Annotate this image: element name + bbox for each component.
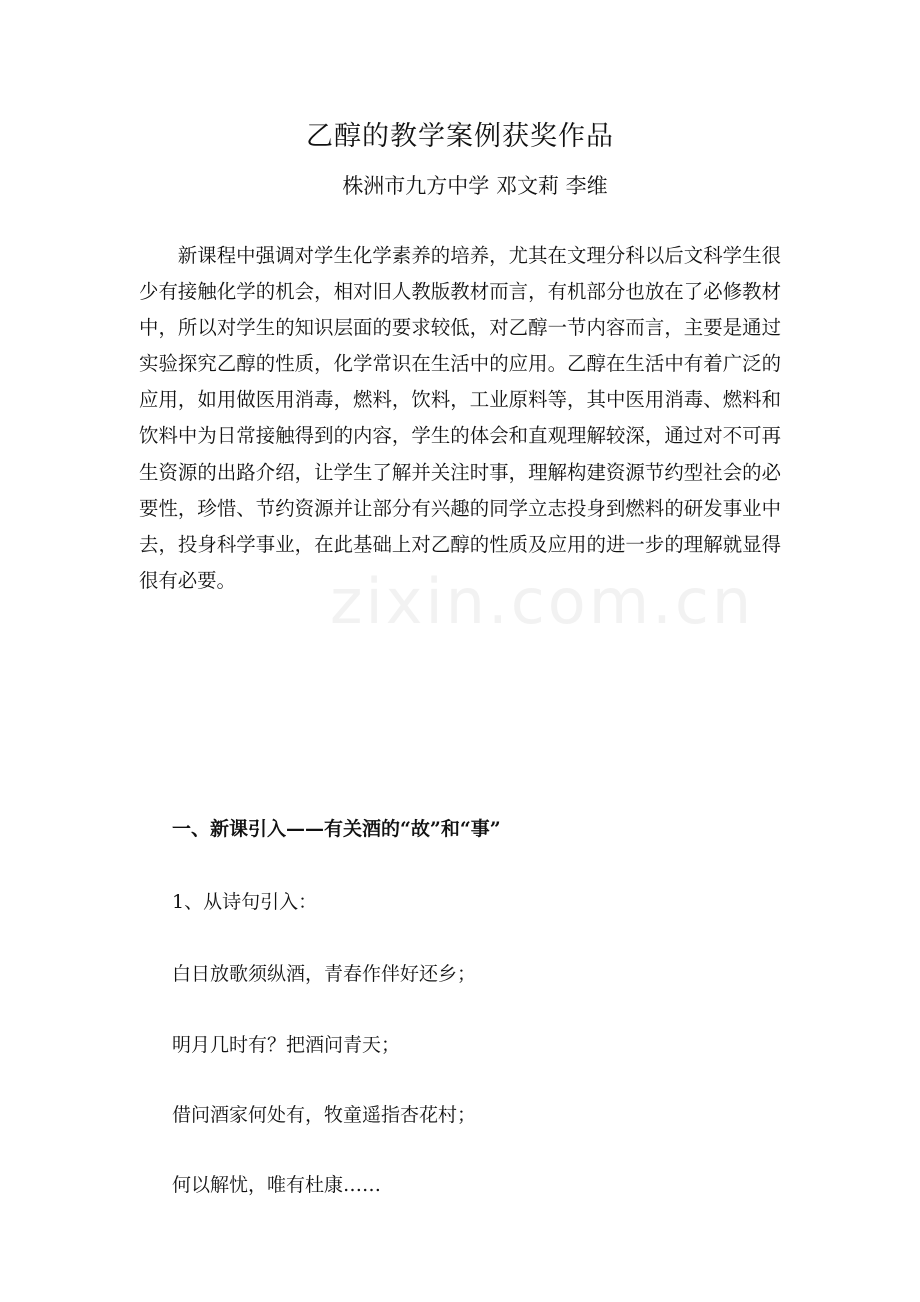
watermark-text: zixin.com.cn — [330, 565, 755, 638]
document-title: 乙醇的教学案例获奖作品 — [306, 121, 614, 152]
poem-line-4: 何以解忧，唯有杜康…… — [172, 1174, 382, 1196]
intro-paragraph: 新课程中强调对学生化学素养的培养，尤其在文理分科以后文科学生很少有接触化学的机会，相对旧人教版教材而言，有机部分也放在了必修教材中，所以对学生的知识层面的要求较低，对乙醇一节内容而言，主要是通过实验探究乙醇的性质，化学常识在生活中的应用。乙醇在生活中有着广泛的应用，如用做医用消毒，燃料，饮料，工业原料等，其中医用消毒、燃料和饮料中为日常接触得到的内容，学生的体会和直观理解较深，通过对不可再生资源的出路介绍，让学生了解并关注时事，理解构建资源节约型社会的必要性，珍惜、节约资源并让部分有兴趣的同学立志投身到燃料的研发事业中去，投身科学事业，在此基础上对乙醇的性质及应用的进一步的理解就显得很有必要。 — [139, 244, 781, 592]
poem-line-2: 明月几时有？把酒问青天； — [172, 1034, 401, 1056]
poem-line-1: 白日放歌须纵酒，青春作伴好还乡； — [172, 963, 477, 985]
sub-item-heading: 1、从诗句引入： — [172, 891, 318, 913]
poem-line-3: 借问酒家何处有，牧童遥指杏花村； — [172, 1104, 477, 1126]
author-line: 株洲市九方中学 邓文莉 李维 — [342, 174, 608, 198]
section-heading: 一、新课引入——有关酒的“故”和“事” — [172, 818, 501, 840]
